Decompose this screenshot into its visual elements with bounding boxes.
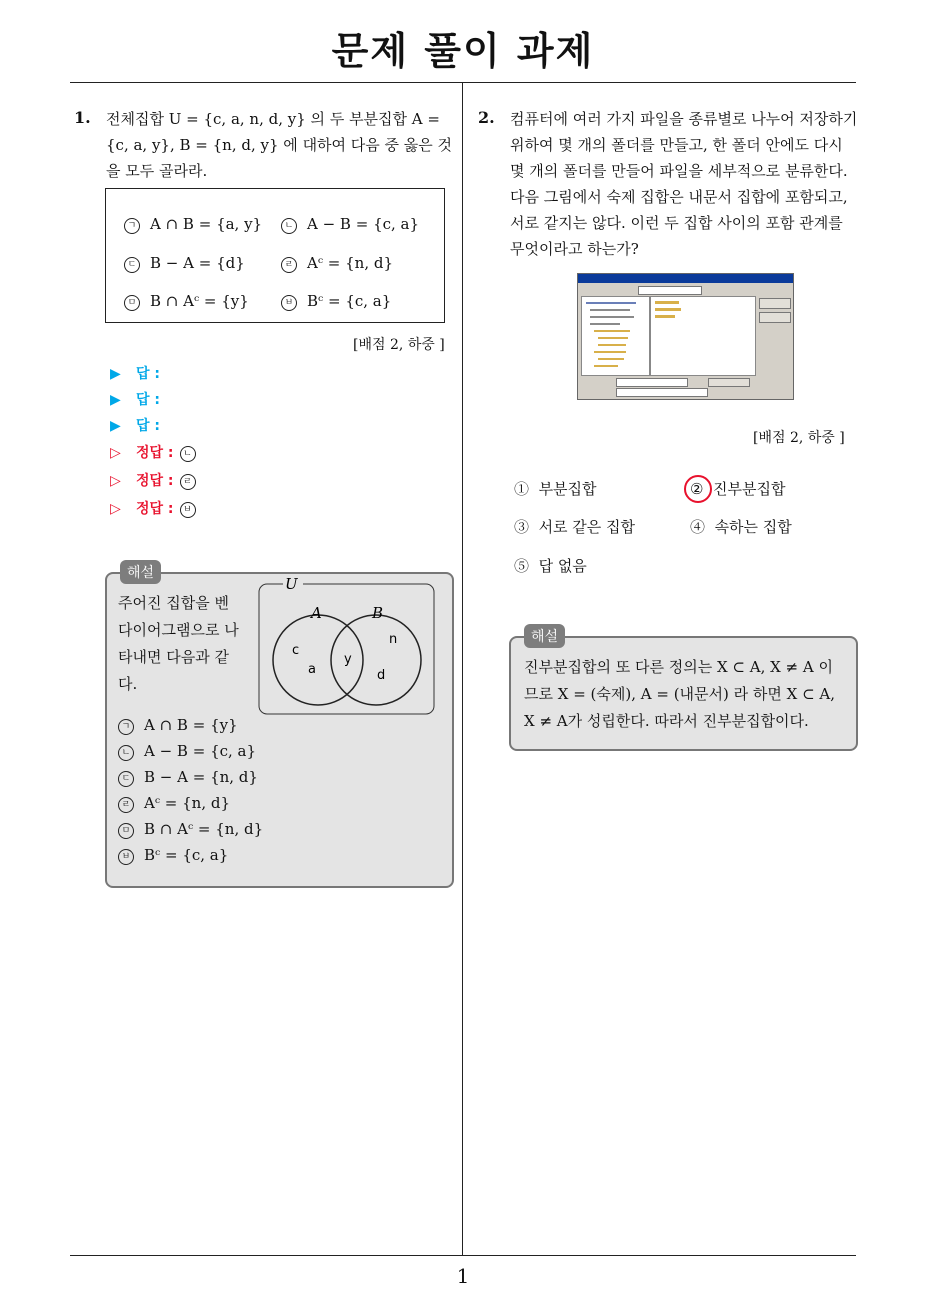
option-mark: ㅁ (124, 295, 140, 311)
option-mark: ㄷ (124, 257, 140, 273)
q2-text: 컴퓨터에 여러 가지 파일을 종류별로 나누어 저장하기 위하여 몇 개의 폴더를 만들고, 한 폴더 안에도 다시 몇 개의 폴더를 만들어 파일을 세부적으로 분류한다. 다음 그림에서 숙제 집합은 내문서 집합에 포함되고, 서로 같지는 않다. 이런 두 집합 사이의 포함 관계를 무엇이라고 하는가? (510, 110, 858, 258)
folder-tree-panel (581, 296, 650, 376)
element-d: d (377, 668, 386, 683)
q1-number: 1. (74, 108, 91, 127)
answer-line: ▶ 답 : (110, 392, 160, 408)
q1-option: ㄴ A − B = {c, a} (281, 215, 419, 234)
q1-explanation-item: ㅁ B ∩ Aᶜ = {n, d} (118, 820, 263, 839)
q1-line: 을 모두 골라라. (106, 162, 208, 180)
footer-rule (70, 1255, 856, 1256)
correct-answer-line: ▷ 정답 : ㅂ (110, 498, 206, 518)
q1-option: ㄹ Aᶜ = {n, d} (281, 254, 393, 273)
q1-explanation-item: ㄷ B − A = {n, d} (118, 768, 258, 787)
q1-score: [배점 2, 하중 ] (353, 337, 445, 353)
correct-answer-line: ▷ 정답 : ㄴ (110, 442, 206, 462)
q1-options-box (105, 188, 445, 323)
save-button (759, 298, 791, 309)
q1-explanation-tag: 해설 (120, 560, 161, 584)
element-c: c (292, 643, 300, 658)
header-rule (70, 82, 856, 83)
answer-line: ▶ 답 : (110, 418, 160, 434)
q2-choice: ① 부분집합 (514, 480, 597, 498)
q2-choice-selected: ② 진부분집합 (690, 480, 786, 498)
q1-line: 전체집합 U = {c, a, n, d, y} 의 두 부분집합 A = (106, 110, 440, 128)
q1-explanation-item: ㄴ A − B = {c, a} (118, 742, 256, 761)
q2-choice: ④ 속하는 집합 (690, 518, 792, 536)
q2-explanation-text: 진부분집합의 또 다른 정의는 X ⊂ A, X ≠ A 이 므로 X = (숙제), A = (내문서) 라 하면 X ⊂ A, X ≠ A가 성립한다. 따라서 진부분집합이다. (524, 658, 836, 730)
set-b-label: B (372, 604, 384, 622)
dialog-titlebar (578, 274, 793, 283)
save-dialog-screenshot (577, 273, 794, 400)
page-title: 문제 풀이 과제 (331, 29, 595, 73)
q1-explanation-item: ㄱ A ∩ B = {y} (118, 716, 238, 735)
page-number: 1 (456, 1264, 470, 1288)
column-divider (462, 83, 463, 1255)
set-a-label: A (311, 604, 322, 622)
q2-explanation-tag: 해설 (524, 624, 565, 648)
selected-answer-circle: ② (690, 480, 704, 498)
q1-explanation-text: 주어진 집합을 벤 다이어그램으로 나 타내면 다음과 같 다. (118, 594, 239, 693)
q1-explanation-item: ㄹ Aᶜ = {n, d} (118, 794, 230, 813)
location-dropdown (638, 286, 702, 295)
element-n: n (389, 632, 398, 647)
correct-answer-line: ▷ 정답 : ㄹ (110, 470, 206, 490)
file-list-panel (650, 296, 756, 376)
q1-option: ㄷ B − A = {d} (124, 254, 245, 273)
venn-diagram (258, 575, 436, 717)
element-a: a (308, 662, 316, 677)
answer-line: ▶ 답 : (110, 366, 160, 382)
universe-label: U (285, 575, 298, 593)
element-y: y (344, 652, 352, 667)
q1-option: ㅁ B ∩ Aᶜ = {y} (124, 292, 249, 311)
option-mark: ㅂ (281, 295, 297, 311)
q1-text (106, 106, 456, 184)
q2-number: 2. (478, 108, 495, 127)
q1-option: ㄱ A ∩ B = {a, y} (124, 215, 262, 234)
q2-choice: ⑤ 답 없음 (514, 557, 587, 575)
q1-option: ㅂ Bᶜ = {c, a} (281, 292, 391, 311)
q1-line: {c, a, y}, B = {n, d, y} 에 대하여 다음 중 옳은 것 (106, 136, 453, 154)
doc-password-button (708, 378, 750, 387)
filename-field (616, 378, 688, 387)
q2-choice: ③ 서로 같은 집합 (514, 518, 636, 536)
option-mark: ㄴ (281, 218, 297, 234)
filetype-dropdown (616, 388, 708, 397)
q1-explanation-item: ㅂ Bᶜ = {c, a} (118, 846, 228, 865)
q2-score: [배점 2, 하중 ] (753, 430, 845, 446)
option-mark: ㄱ (124, 218, 140, 234)
option-mark: ㄹ (281, 257, 297, 273)
cancel-button (759, 312, 791, 323)
